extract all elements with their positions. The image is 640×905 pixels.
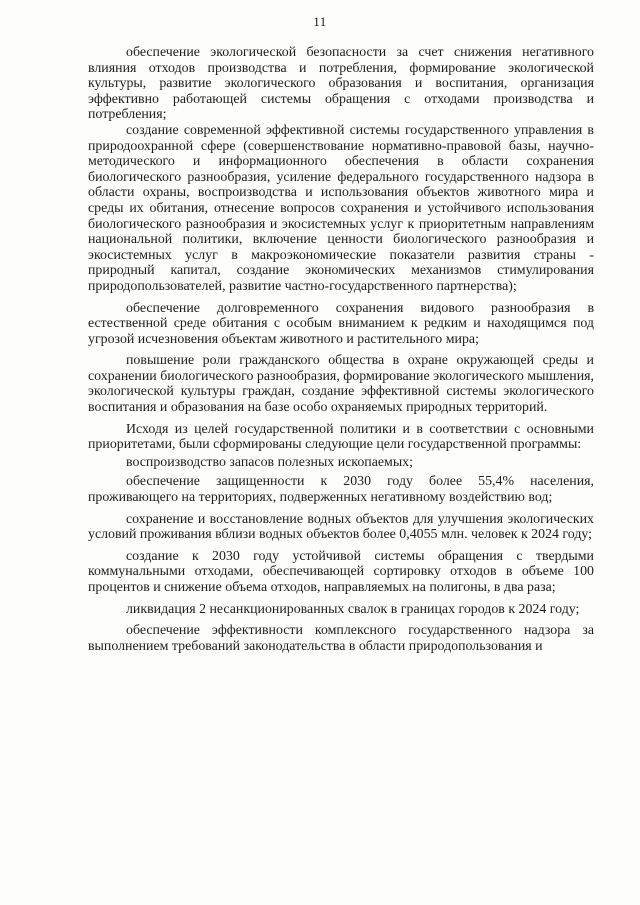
paragraph: обеспечение защищенности к 2030 году более 55,4% населения, проживающего на территориях, подверженных негативному воздействию вод; bbox=[88, 474, 594, 506]
paragraph: сохранение и восстановление водных объектов для улучшения экологических условий проживания вблизи водных объектов более 0,4055 млн. человек к 2024 году; bbox=[88, 511, 594, 543]
paragraph: ликвидация 2 несанкционированных свалок в границах городов к 2024 году; bbox=[126, 601, 580, 617]
paragraph: повышение роли гражданского общества в охране окружающей среды и сохранении биологического разнообразия, формирование экологического мышления, экологической культуры граждан, создание эффективной системы экологического воспитания и образования на базе особо охраняемых природных территорий. bbox=[88, 353, 594, 416]
paragraph: воспроизводство запасов полезных ископаемых; bbox=[126, 454, 413, 470]
page-number: 11 bbox=[313, 14, 327, 29]
paragraph: обеспечение долговременного сохранения видового разнообразия в естественной среде обитания с особым вниманием к редким и находящимся под угрозой исчезновения объектам животного и растительного мира; bbox=[88, 300, 594, 347]
paragraph: обеспечение эффективности комплексного государственного надзора за выполнением требований законодательства в области природопользования и bbox=[88, 623, 594, 654]
paragraph: создание современной эффективной системы государственного управления в природоохранной сфере (совершенствование нормативно-правовой базы, научно-методического и информационного обеспечения в области сохранения биологического разнообразия, усиление федерального государственного надзора в области охраны, воспроизводства и использования объектов животного мира и среды их обитания, отнесение вопросов сохранения и устойчивого использования биологического разнообразия и экосистемных услуг к приоритетным направлениям национальной политики, включение ценности биологического разнообразия и экосистемных услуг в макроэкономические показатели развития страны - природный капитал, создание экономических механизмов стимулирования природопользователей, развитие частно-государственного партнерства); bbox=[88, 122, 594, 294]
paragraph: Исходя из целей государственной политики и в соответствии с основными приоритетами, были сформированы следующие цели государственной программы: bbox=[88, 421, 594, 453]
paragraph: создание к 2030 году устойчивой системы обращения с твердыми коммунальными отходами, обеспечивающей сортировку отходов в объеме 100 процентов и снижение объема отходов, направляемых на полигоны, в два раза; bbox=[88, 548, 594, 595]
paragraph: обеспечение экологической безопасности за счет снижения негативного влияния отходов производства и потребления, формирование экологической культуры, развитие экологического образования и воспитания, организация эффективно работающей системы обращения с отходами производства и потребления; bbox=[88, 45, 594, 123]
document-body bbox=[88, 45, 594, 654]
